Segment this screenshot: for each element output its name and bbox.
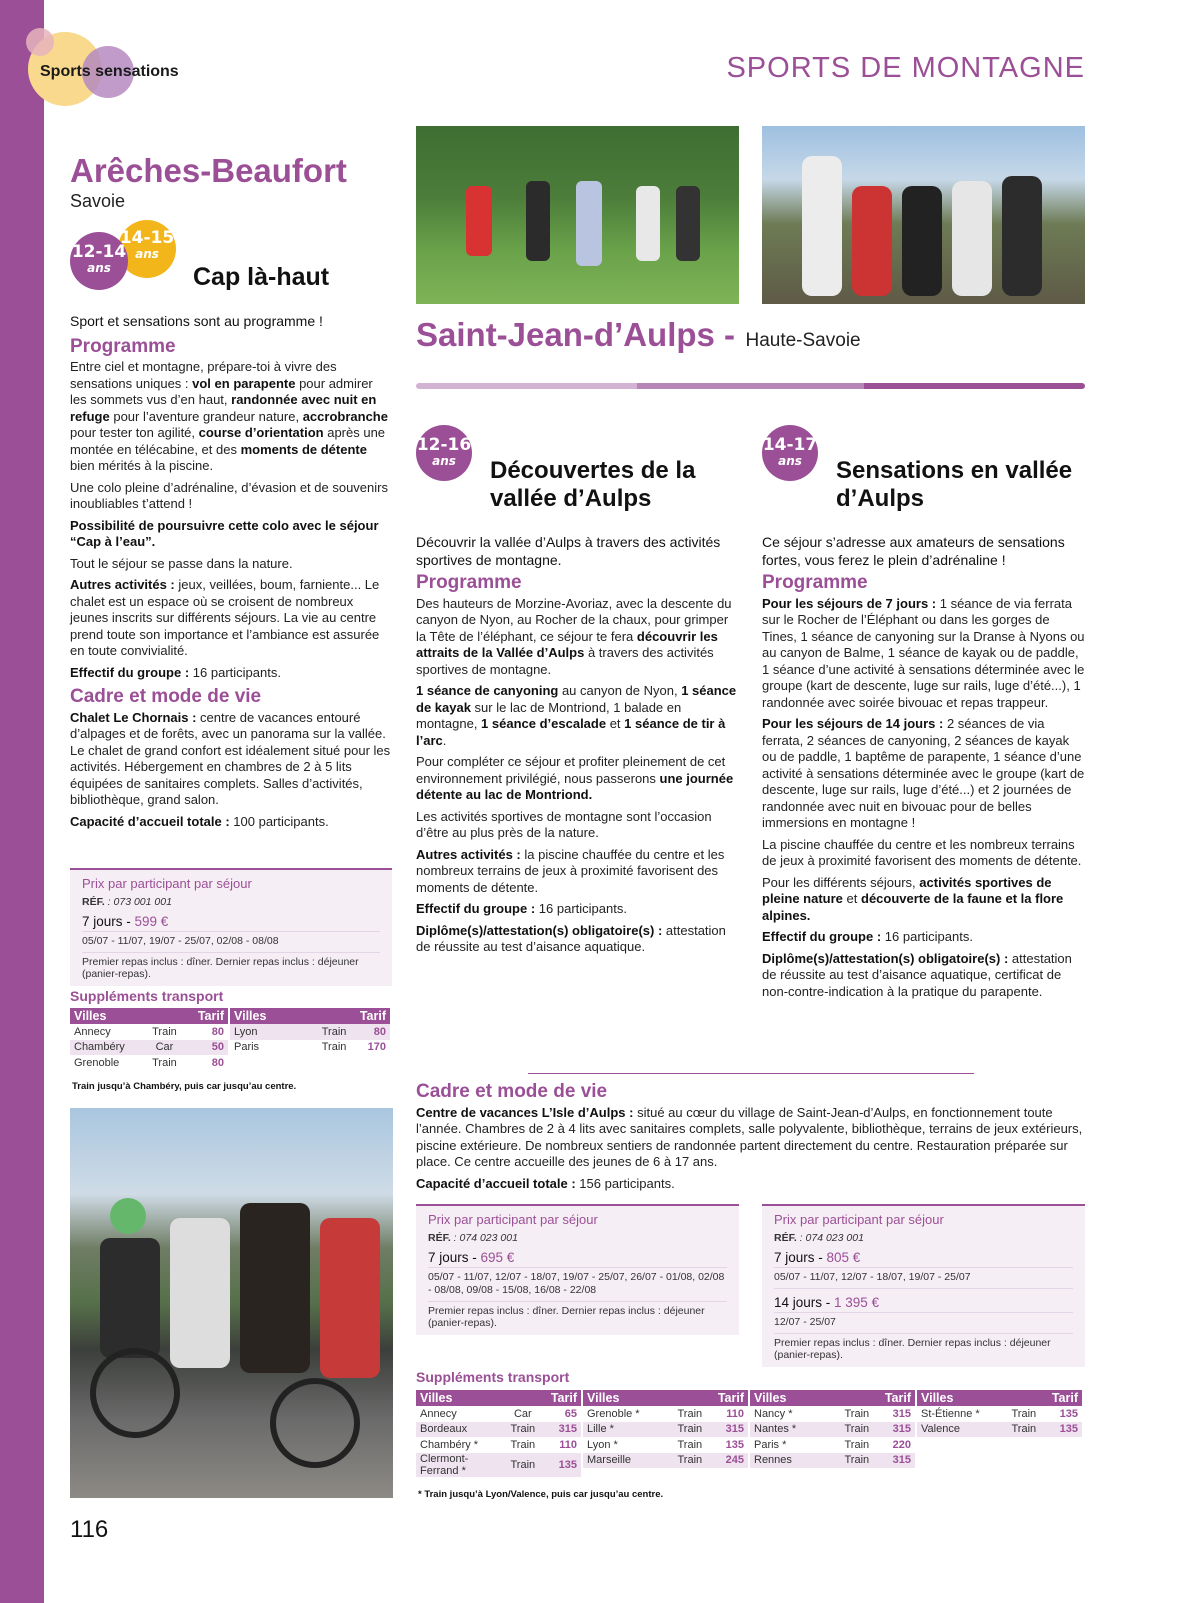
programme-paragraph: 1 séance de canyoning au canyon de Nyon, 1 séance de kayak sur le lac de Montriond, 1 balade en montagne, 1 séance d’escalade et 1 séance de tir à l’arc. — [416, 683, 737, 748]
table-row — [583, 1406, 748, 1422]
cell-price: 110 — [559, 1438, 577, 1451]
cell-mode: Train — [504, 1422, 542, 1438]
stay-lead: Découvrir la vallée d’Aulps à travers des activités sportives de montagne. — [416, 534, 721, 568]
table-row: Grenoble Train 80 — [74, 1056, 224, 1069]
price-title: Prix par participant par séjour — [774, 1212, 944, 1227]
person-shape — [952, 181, 992, 296]
person-shape — [526, 181, 550, 261]
other-activities: Autres activités : jeux, veillées, boum, farniente... Le chalet est un espace où se croisent de nombreux jeunes inscrits sur différents séjours. La vie au centre prend toute son importance et l’ambiance est assurée en toute convivialité. — [70, 577, 380, 658]
programme-paragraph: Possibilité de poursuivre cette colo avec le séjour “Cap à l’eau”. — [70, 517, 379, 549]
cell-mode: Train — [838, 1422, 876, 1438]
person-shape — [852, 186, 892, 296]
stjean-header — [416, 316, 861, 354]
programme-paragraph: La piscine chauffée du centre et les nombreux terrains de jeux à proximité favorisent des moments de détente. — [762, 836, 1082, 868]
bike-wheel-shape — [270, 1378, 360, 1468]
bike-wheel-shape — [90, 1348, 180, 1438]
cell-price: 135 — [542, 1453, 581, 1477]
price-option: 7 jours - 599 € — [82, 914, 380, 932]
table-row: Annecy Train 80 — [74, 1025, 224, 1038]
reference: RÉF. : 074 023 001 — [428, 1232, 518, 1244]
table-row — [750, 1422, 915, 1438]
transport-table-column: Villes Tarif Grenoble * Train 110 Lille * Train 315 Lyon * Train 135 Marseille Train 245 — [583, 1390, 748, 1468]
cell-mode: Train — [510, 1438, 536, 1451]
person-shape — [240, 1203, 310, 1373]
cell-city: Annecy — [420, 1407, 457, 1420]
table-row — [750, 1453, 915, 1469]
cadre-heading: Cadre et mode de vie — [70, 686, 262, 707]
cell-price: 220 — [892, 1438, 911, 1451]
cell-price: 315 — [876, 1453, 915, 1469]
decorative-progress-bar — [416, 383, 1085, 389]
city-title: Saint-Jean-d’Aulps - — [416, 316, 736, 353]
person-shape — [576, 181, 602, 266]
table-row — [583, 1437, 748, 1453]
region-label: Savoie — [70, 191, 126, 211]
city-title: Arêches-Beaufort — [70, 152, 347, 189]
cell-city: Marseille — [583, 1453, 671, 1469]
group-size: Effectif du groupe : 16 participants. — [762, 929, 973, 944]
price-dates: 05/07 - 11/07, 12/07 - 18/07, 19/07 - 25/07, 26/07 - 01/08, 02/08 - 08/08, 09/08 - 15/08, 16/08 - 22/08 — [428, 1268, 727, 1302]
programme-paragraph: Pour les séjours de 14 jours : 2 séances de via ferrata, 2 séances de canyoning, 2 séances de kayak ou de paddle, 1 baptême de parapente, 1 séance d’une activité à sensations déterminée avec le groupe (kart de descente, luge sur rails, luge d’été...) et 2 journées de randonnée avec nuit en bivouac pour de belles immersions en montagne ! — [762, 716, 1085, 830]
cell-city: Rennes — [750, 1453, 838, 1469]
table-row — [416, 1453, 581, 1477]
age-badge: 12-16 ans — [416, 425, 472, 481]
required-certificates: Diplôme(s)/attestation(s) obligatoire(s) : attestation de réussite au test d’aisance aquatique. — [416, 922, 726, 954]
table-row — [416, 1422, 581, 1438]
stay1-body — [416, 534, 740, 961]
cell-price: 315 — [876, 1422, 915, 1438]
person-shape — [100, 1238, 160, 1358]
cell-mode: Train — [844, 1407, 870, 1420]
stjean-cadre — [416, 1080, 1086, 1197]
price-box — [762, 1204, 1085, 1367]
capacity: Capacité d’accueil totale : 100 participants. — [70, 813, 329, 829]
table-row — [583, 1453, 748, 1469]
meals-info: Premier repas inclus : dîner. Dernier repas inclus : déjeuner (panier-repas). — [428, 1305, 705, 1329]
areches-header — [70, 152, 347, 212]
cell-city: Nancy * — [754, 1407, 793, 1420]
page-number: 116 — [70, 1516, 109, 1543]
cell-price: 135 — [1059, 1407, 1078, 1420]
cell-price: 65 — [564, 1407, 577, 1420]
capacity: Capacité d’accueil totale : 156 participants. — [416, 1175, 675, 1191]
cell-mode: Train — [671, 1453, 709, 1469]
cadre-paragraph: Chalet Le Chornais : centre de vacances entouré d’alpages et de forêts, avec un panorama sur la vallée. Le chalet de grand confort est idéalement situé pour les activités. Hébergement en chambres de 2 à 5 lits équipées de sanitaires complets. Salles d’activités, bibliothèque, grand salon. — [70, 709, 391, 807]
group-size: Effectif du groupe : 16 participants. — [416, 901, 627, 916]
table-row: Chambéry Car 50 — [70, 1040, 228, 1056]
person-shape — [902, 186, 942, 296]
photo-group — [762, 126, 1085, 304]
transport-table-right: Villes Tarif Lyon Train 80 Paris Train 170 — [230, 1008, 390, 1055]
cell-city: Chambéry * — [420, 1438, 479, 1451]
transport-table-column: Villes Tarif Nancy * Train 315 Nantes * Train 315 Paris * Train 220 Rennes Train 315 — [750, 1390, 915, 1468]
cell-city: Bordeaux — [416, 1422, 504, 1438]
cell-price: 315 — [892, 1407, 911, 1420]
price-dates: 05/07 - 11/07, 19/07 - 25/07, 02/08 - 08/08 — [82, 932, 380, 953]
table-row — [750, 1406, 915, 1422]
cell-price: 135 — [725, 1438, 744, 1451]
age-badge: 14-17 ans — [762, 425, 818, 481]
person-shape — [320, 1218, 380, 1378]
price-dates: 12/07 - 25/07 — [774, 1313, 1073, 1334]
age-badge: 12-14 ans — [70, 232, 128, 290]
cell-city: Nantes * — [750, 1422, 838, 1438]
transport-table-left: Villes Tarif Annecy Train 80 Chambéry Car 50 Grenoble Train 80 — [70, 1008, 228, 1071]
cell-mode: Train — [844, 1438, 870, 1451]
areches-body — [70, 313, 392, 835]
transport-table-column: Villes Tarif Annecy Car 65 Bordeaux Train 315 Chambéry * Train 110 Clermont-Ferrand * Train 135 — [416, 1390, 581, 1477]
table-row — [416, 1406, 581, 1422]
table-row: Paris Train 170 — [234, 1041, 386, 1054]
cell-mode: Train — [1005, 1422, 1043, 1438]
group-size: Effectif du groupe : 16 participants. — [70, 664, 281, 680]
stay-lead: Ce séjour s’adresse aux amateurs de sensations fortes, vous ferez le plein d’adrénaline ! — [762, 534, 1065, 568]
price-dates: 05/07 - 11/07, 12/07 - 18/07, 19/07 - 25/07 — [774, 1268, 1073, 1289]
programme-paragraph: Les activités sportives de montagne sont l’occasion d’être au plus près de la nature. — [416, 808, 712, 840]
table-row — [416, 1437, 581, 1453]
cell-mode: Train — [504, 1453, 542, 1477]
photo-archery — [416, 126, 739, 304]
person-shape — [636, 186, 660, 261]
transport-table-column: Villes Tarif St-Étienne * Train 135 Valence Train 135 — [917, 1390, 1082, 1437]
price-title: Prix par participant par séjour — [428, 1212, 598, 1227]
programme-paragraph: Entre ciel et montagne, prépare-toi à vivre des sensations uniques : vol en parapente pour admirer les sommets vus d’en haut, randonnée avec nuit en refuge pour l’aventure grandeur nature, accrobranche pour tester ton agilité, course d’orientation après une montée en télécabine, et des moments de détente bien mérités à la piscine. — [70, 359, 388, 473]
programme-paragraph: Pour les séjours de 7 jours : 1 séance de via ferrata sur le Rocher de l’Éléphant ou dans les gorges de Tines, 1 séance de canyoning sur la Dranse à Nyons ou au canyon de Balme, 1 séance de kayak ou de paddle, 1 séance d’une activité à sensations déterminée avec le groupe (kart de descente, luge sur rails, luge d’été...), 1 randonnée avec soirée bivouac et repas trappeur. — [762, 595, 1085, 710]
price-title: Prix par participant par séjour — [82, 876, 252, 891]
table-row — [917, 1406, 1082, 1422]
table-row — [583, 1422, 748, 1438]
cell-city: Paris * — [754, 1438, 787, 1451]
price-option: 7 jours - 805 € — [774, 1250, 1073, 1268]
price-box — [416, 1204, 739, 1335]
region-label: Haute-Savoie — [745, 330, 861, 351]
person-shape — [1002, 176, 1042, 296]
helmet-shape — [110, 1198, 146, 1234]
programme-heading: Programme — [70, 335, 176, 357]
cell-mode: Train — [677, 1438, 703, 1451]
price-box — [70, 868, 392, 986]
age-badge: 14-15 ans — [118, 220, 176, 278]
stay-lead: Sport et sensations sont au programme ! — [70, 313, 323, 329]
cadre-heading: Cadre et mode de vie — [416, 1081, 608, 1102]
side-color-band — [0, 0, 44, 1603]
reference: RÉF. : 074 023 001 — [774, 1232, 864, 1244]
programme-paragraph: Tout le séjour se passe dans la nature. — [70, 555, 293, 571]
transport-heading: Suppléments transport — [416, 1369, 570, 1385]
cell-mode: Train — [838, 1453, 876, 1469]
stay-title: Sensations en vallée d’Aulps — [836, 457, 1073, 512]
transport-heading: Suppléments transport — [70, 988, 224, 1004]
programme-paragraph: Des hauteurs de Morzine-Avoriaz, avec la descente du canyon de Nyon, au Rocher de la chaux, pour grimper la Tête de l’éléphant, ce séjour te fera découvrir les attraits de la Vallée d’Aulps à travers des activités sportives de montagne. — [416, 595, 732, 677]
cell-price: 315 — [542, 1422, 581, 1438]
programme-paragraph: Pour les différents séjours, activités sportives de pleine nature et découverte de la faune et la flore alpines. — [762, 874, 1064, 923]
stay2-body — [762, 534, 1086, 1005]
person-shape — [676, 186, 700, 261]
photo-bikes — [70, 1108, 393, 1498]
table-row — [750, 1437, 915, 1453]
transport-table — [70, 1008, 390, 1071]
section-title: SPORTS DE MONTAGNE — [726, 52, 1085, 84]
transport-note: * Train jusqu’à Lyon/Valence, puis car jusqu’au centre. — [418, 1489, 664, 1500]
programme-heading: Programme — [416, 572, 522, 593]
cell-mode: Car — [513, 1407, 532, 1420]
cell-price: 110 — [726, 1407, 744, 1420]
cell-mode: Train — [671, 1422, 709, 1438]
cell-mode: Train — [677, 1407, 703, 1420]
price-option: 7 jours - 695 € — [428, 1250, 727, 1268]
table-row — [917, 1422, 1082, 1438]
table-row: Lyon Train 80 — [230, 1024, 390, 1040]
cell-city: Valence — [917, 1422, 1005, 1438]
cell-city: Grenoble * — [587, 1407, 640, 1420]
person-shape — [170, 1218, 230, 1368]
transport-table — [416, 1390, 1082, 1477]
required-certificates: Diplôme(s)/attestation(s) obligatoire(s) : attestation de réussite au test d’aisance aquatique, certificat de non-contre-indication à la pratique du parapente. — [762, 950, 1072, 999]
transport-note: Train jusqu’à Chambéry, puis car jusqu’au centre. — [72, 1081, 297, 1092]
cell-mode: Train — [1011, 1407, 1037, 1420]
reference: RÉF. : 073 001 001 — [82, 896, 172, 908]
cadre-paragraph: Centre de vacances L’Isle d’Aulps : situé au cœur du village de Saint-Jean-d’Aulps, en fonctionnement toute l’année. Chambres de 2 à 4 lits avec sanitaires complets, salle polyvalente, bibliothèque, terrains de jeux extérieurs, piscine extérieure. De nombreux sentiers de randonnée partent directement du centre. Restauration préparée sur place. Ce centre accueille des jeunes de 6 à 17 ans. — [416, 1104, 1083, 1169]
programme-paragraph: Pour compléter ce séjour et profiter pleinement de cet environnement privilégié, nous passerons une journée détente au lac de Montriond. — [416, 754, 734, 802]
meals-info: Premier repas inclus : dîner. Dernier repas inclus : déjeuner (panier-repas). — [82, 956, 359, 980]
other-activities: Autres activités : la piscine chauffée du centre et les nombreux terrains de jeux à proximité favorisent des moments de détente. — [416, 846, 725, 895]
price-option: 14 jours - 1 395 € — [774, 1295, 1073, 1313]
meals-info: Premier repas inclus : dîner. Dernier repas inclus : déjeuner (panier-repas). — [774, 1337, 1051, 1361]
person-shape — [802, 156, 842, 296]
stay-title: Découvertes de la vallée d’Aulps — [490, 457, 696, 512]
circle-decoration — [26, 28, 54, 56]
cell-city: Lille * — [583, 1422, 671, 1438]
category-label: Sports sensations — [40, 63, 179, 80]
person-shape — [466, 186, 492, 256]
cell-price: 315 — [709, 1422, 748, 1438]
cell-city: Lyon * — [587, 1438, 618, 1451]
cell-price: 245 — [709, 1453, 748, 1469]
cell-city: Clermont-Ferrand * — [416, 1453, 504, 1477]
stay-title: Cap là-haut — [193, 263, 330, 291]
programme-heading: Programme — [762, 572, 868, 593]
programme-paragraph: Une colo pleine d’adrénaline, d’évasion et de souvenirs inoubliables t’attend ! — [70, 479, 388, 511]
cell-price: 135 — [1043, 1422, 1082, 1438]
cell-city: St-Étienne * — [921, 1407, 980, 1420]
divider — [528, 1073, 974, 1074]
